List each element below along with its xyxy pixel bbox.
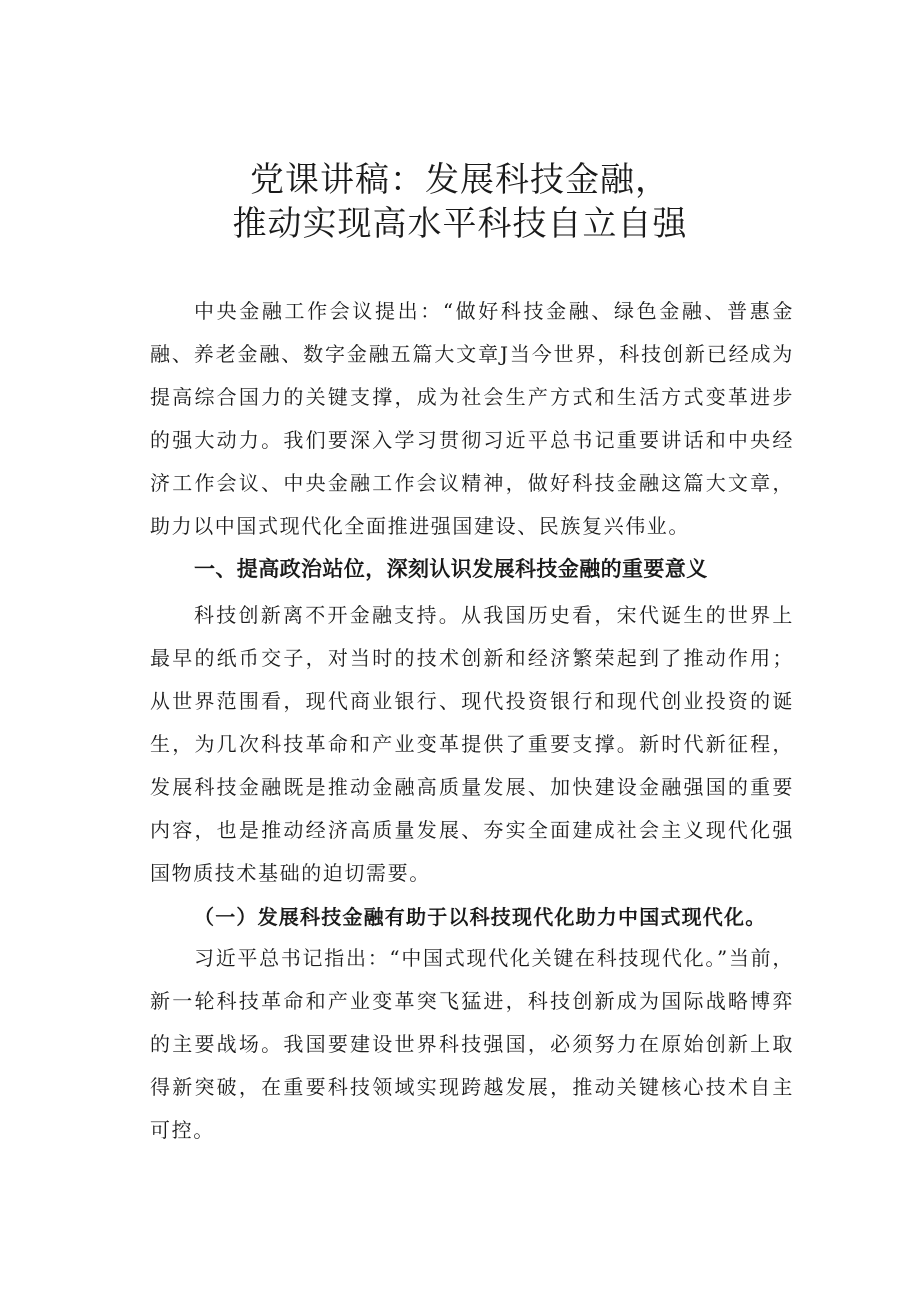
section-1-paragraph: 科技创新离不开金融支持。从我国历史看，宋代诞生的世界上最早的纸币交子，对当时的技术创新和经济繁荣起到了推动作用；从世界范围看，现代商业银行、现代投资银行和现代创业投资的诞生，为几次科技革命和产业变革提供了重要支撑。新时代新征程，发展科技金融既是推动金融高质量发展、加快建设金融强国的重要内容，也是推动经济高质量发展、夯实全面建成社会主义现代化强国物质技术基础的迫切需要。 <box>150 603 794 885</box>
subsection-1-heading: （一）发展科技金融有助于以科技现代化助力中国式现代化。 <box>194 905 767 929</box>
document-title-line-2: 推动实现高水平科技自立自强 <box>232 204 688 244</box>
section-1-heading: 一、提高政治站位，深刻认识发展科技金融的重要意义 <box>194 557 708 581</box>
intro-paragraph: 中央金融工作会议提出：“做好科技金融、绿色金融、普惠金融、养老金融、数字金融五篇大文章J当今世界，科技创新已经成为提高综合国力的关键支撑，成为社会生产方式和生活方式变革进步的强大动力。我们要深入学习贯彻习近平总书记重要讲话和中央经济工作会议、中央金融工作会议精神，做好科技金融这篇大文章，助力以中国式现代化全面推进强国建设、民族复兴伟业。 <box>150 299 794 538</box>
document-title-line-1: 党课讲稿：发展科技金融， <box>250 160 670 200</box>
subsection-1-paragraph: 习近平总书记指出：“中国式现代化关键在科技现代化。”当前，新一轮科技革命和产业变革突飞猛进，科技创新成为国际战略博弈的主要战场。我国要建设世界科技强国，必须努力在原始创新上取得新突破，在重要科技领域实现跨越发展，推动关键核心技术自主可控。 <box>150 946 794 1142</box>
